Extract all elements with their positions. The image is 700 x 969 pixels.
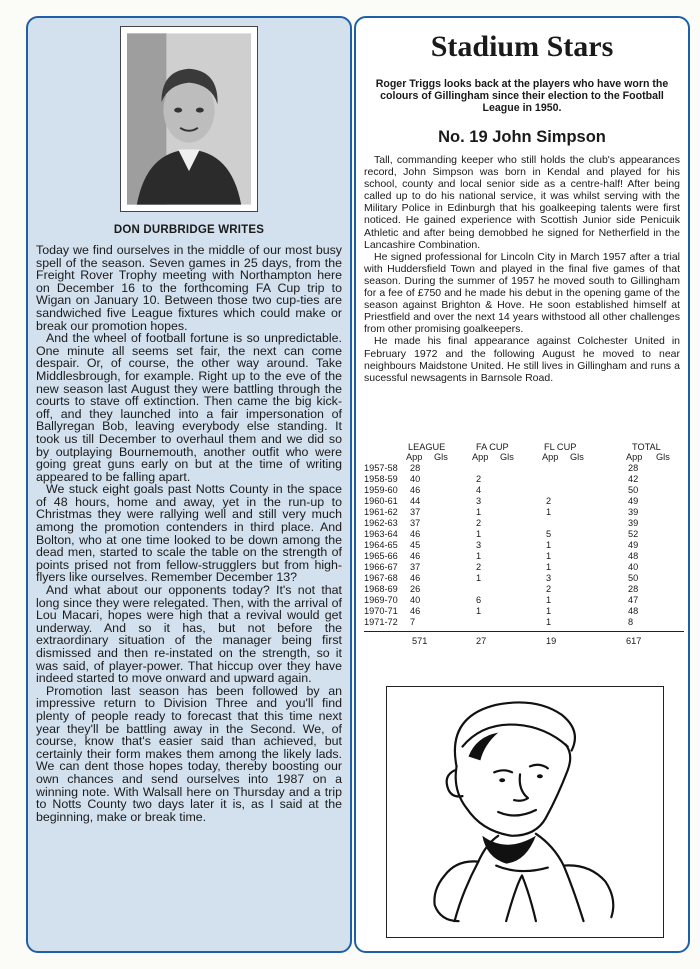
fl-cup-apps-cell: 1: [546, 595, 552, 605]
table-row: [364, 485, 684, 495]
editorial-paragraph: And the wheel of football fortune is so unpredictable. One minute all seems set fair, the next can come despair. Or, of course, the other way around. Take Middlesbrough, for example. Right up to the eve of the new season last August they were battling through the courts to stave off extinction. Then came the big kick-off, and they launched into a fair impersonation of Ballyregan Bob, leaving everybody else standing. It took us till December to overhaul them and we did so by outplaying Bournemouth, another outfit who were going great guns early on but at the time of writing appeared to be falling apart.: [36, 331, 342, 484]
fa-cup-apps-cell: 6: [476, 595, 482, 605]
season-cell: 1968-69: [364, 584, 398, 594]
season-cell: 1959-60: [364, 485, 398, 495]
table-row: [364, 595, 684, 605]
season-cell: 1962-63: [364, 518, 398, 528]
fl-cup-apps-cell: 3: [546, 573, 552, 583]
fa-cup-apps-cell: 3: [476, 496, 482, 506]
fa-cup-apps-cell: 3: [476, 540, 482, 550]
table-row: [364, 529, 684, 539]
fl-cup-apps-cell: 2: [546, 496, 552, 506]
fl-cup-apps-cell: 2: [546, 584, 552, 594]
table-row: [364, 584, 684, 594]
season-cell: 1963-64: [364, 529, 398, 539]
editorial-paragraph: And what about our opponents today? It's not that long since they were relegated. Then, with the arrival of Lou Macari, hopes were high that a revival would get underway. And so it has, but not before the extraordinary situation of the manager being first dismissed and then re-instated on the strength, so it was said, of player-power. That hiccup over they have indeed started to move onward and upward again.: [36, 583, 342, 686]
col-app: App: [472, 452, 489, 462]
player-biography: [364, 154, 680, 384]
season-cell: 1966-67: [364, 562, 398, 572]
total-fa-cup: 27: [476, 636, 487, 646]
total-apps-cell: 50: [628, 573, 639, 583]
league-apps-cell: 45: [410, 540, 421, 550]
fl-cup-apps-cell: 1: [546, 562, 552, 572]
fl-cup-apps-cell: 1: [546, 617, 552, 627]
fl-cup-apps-cell: 5: [546, 529, 552, 539]
col-gls: Gls: [500, 452, 514, 462]
player-caricature: [386, 686, 664, 938]
total-apps-cell: 8: [628, 617, 634, 627]
league-apps-cell: 37: [410, 518, 421, 528]
season-cell: 1971-72: [364, 617, 398, 627]
table-row: [364, 573, 684, 583]
editorial-panel: [26, 16, 352, 953]
totals-row: [364, 636, 684, 646]
table-row: [364, 463, 684, 473]
fl-cup-apps-cell: 1: [546, 606, 552, 616]
fa-cup-apps-cell: 2: [476, 562, 482, 572]
col-app: App: [542, 452, 559, 462]
total-apps-cell: 52: [628, 529, 639, 539]
table-row: [364, 562, 684, 572]
feature-title: Stadium Stars: [430, 30, 614, 63]
fa-cup-apps-cell: 1: [476, 529, 482, 539]
total-apps-cell: 50: [628, 485, 639, 495]
table-row: [364, 474, 684, 484]
col-gls: Gls: [434, 452, 448, 462]
fa-cup-apps-cell: 1: [476, 551, 482, 561]
editorial-paragraph: Promotion last season has been followed by an impressive return to Division Three and you'll find plenty of people ready to forecast that this time next year they'll be battling away in the Second. We, of course, know that's easier said than achieved, but certainly their form makes them among the likely lads. We can dent those hopes today, thereby boosting our own chances and send ourselves into 1987 on a winning note. With Walsall here on Thursday and a trip to Notts County two days later it is, as I said at the beginning, make or break time.: [36, 683, 342, 824]
total-apps-cell: 47: [628, 595, 639, 605]
total-apps-cell: 48: [628, 606, 639, 616]
season-cell: 1970-71: [364, 606, 398, 616]
total-overall: 617: [626, 636, 642, 646]
col-group-fl-cup: FL CUP: [544, 442, 577, 452]
fa-cup-apps-cell: 2: [476, 474, 482, 484]
fl-cup-apps-cell: 1: [546, 540, 552, 550]
season-cell: 1964-65: [364, 540, 398, 550]
col-gls: Gls: [656, 452, 670, 462]
col-group-league: LEAGUE: [408, 442, 446, 452]
table-row: [364, 496, 684, 506]
total-apps-cell: 28: [628, 463, 639, 473]
editorial-paragraph: We stuck eight goals past Notts County in the space of 48 hours, home and away, yet in the run-up to Christmas they were rallying well and still very much among the promotion contenders in third place. And Bolton, who at one time looked to be down among the dead men, started to scale the table on the strength of points prised not from fellow-strugglers but from high-flyers like ourselves. Remember December 13?: [36, 482, 342, 585]
league-apps-cell: 40: [410, 595, 421, 605]
total-apps-cell: 42: [628, 474, 639, 484]
author-photo: [120, 26, 258, 212]
total-apps-cell: 39: [628, 518, 639, 528]
feature-panel: [354, 16, 690, 953]
table-row: [364, 518, 684, 528]
total-apps-cell: 48: [628, 551, 639, 561]
league-apps-cell: 28: [410, 463, 421, 473]
fa-cup-apps-cell: 1: [476, 507, 482, 517]
season-cell: 1965-66: [364, 551, 398, 561]
table-row: [364, 507, 684, 517]
total-apps-cell: 49: [628, 540, 639, 550]
col-app: App: [626, 452, 643, 462]
editorial-heading: DON DURBRIDGE WRITES: [113, 224, 265, 236]
season-cell: 1961-62: [364, 507, 398, 517]
league-apps-cell: 46: [410, 551, 421, 561]
league-apps-cell: 37: [410, 507, 421, 517]
bio-paragraph: He signed professional for Lincoln City in March 1957 after a trial with Huddersfield Town and played in the final five games of that season. During the summer of 1957 he moved south to Gillingham for a fee of £750 and he made his debut in the opening game of the season against Brighton & Hove. He soon established himself at Priestfield and over the next 14 years withstood all other challenges from other promising goalkeepers.: [364, 250, 680, 336]
feature-intro: Roger Triggs looks back at the players who have worn the colours of Gillingham since their election to the Football League in 1950.: [375, 78, 669, 114]
editorial-body: [36, 244, 342, 823]
fl-cup-apps-cell: 1: [546, 507, 552, 517]
season-cell: 1969-70: [364, 595, 398, 605]
league-apps-cell: 46: [410, 529, 421, 539]
league-apps-cell: 44: [410, 496, 421, 506]
bio-paragraph: Tall, commanding keeper who still holds the club's appearances record, John Simpson was born in Kendal and played for his school, county and local senior side as a centre-half! After being called up to do his national service, it was whilst serving with the Military Police in Edinburgh that his goalkeeping talents were first noticed. He gained experience with Scottish Junior side Penicuik Athletic and after being demobbed he signed for Netherfield in the Lancashire Combination.: [364, 154, 680, 251]
league-apps-cell: 7: [410, 617, 416, 627]
col-group-total: TOTAL: [632, 442, 661, 452]
totals-rule: [364, 631, 684, 632]
season-cell: 1958-59: [364, 474, 398, 484]
league-apps-cell: 46: [410, 485, 421, 495]
league-apps-cell: 46: [410, 573, 421, 583]
total-apps-cell: 39: [628, 507, 639, 517]
total-fl-cup: 19: [546, 636, 557, 646]
table-row: [364, 606, 684, 616]
table-row: [364, 551, 684, 561]
portrait-image: [127, 33, 251, 205]
league-apps-cell: 26: [410, 584, 421, 594]
season-cell: 1960-61: [364, 496, 398, 506]
season-cell: 1957-58: [364, 463, 398, 473]
caricature-illustration: [387, 687, 663, 937]
league-apps-cell: 46: [410, 606, 421, 616]
total-apps-cell: 49: [628, 496, 639, 506]
league-apps-cell: 40: [410, 474, 421, 484]
fa-cup-apps-cell: 4: [476, 485, 482, 495]
season-cell: 1967-68: [364, 573, 398, 583]
total-league: 571: [412, 636, 428, 646]
col-app: App: [406, 452, 423, 462]
table-row: [364, 617, 684, 627]
fa-cup-apps-cell: 1: [476, 573, 482, 583]
total-apps-cell: 40: [628, 562, 639, 572]
player-heading: No. 19 John Simpson: [438, 128, 606, 146]
col-group-fa-cup: FA CUP: [476, 442, 509, 452]
editorial-paragraph: Today we find ourselves in the middle of our most busy spell of the season. Seven games in 25 days, from the Freight Rover Trophy meeting with Northampton here on December 16 to the forthcoming FA Cup trip to Wigan on January 10. Between those two cup-ties are sandwiched five League fixtures which could make or break our promotion hopes.: [36, 243, 342, 333]
fl-cup-apps-cell: 1: [546, 551, 552, 561]
league-apps-cell: 37: [410, 562, 421, 572]
bio-paragraph: He made his final appearance against Colchester United in February 1972 and the following August he moved to near neighbours Maidstone United. He still lives in Gillingham and runs a sucessful newsagents in Barnsole Road.: [364, 335, 680, 384]
total-apps-cell: 28: [628, 584, 639, 594]
fa-cup-apps-cell: 2: [476, 518, 482, 528]
col-gls: Gls: [570, 452, 584, 462]
table-row: [364, 540, 684, 550]
fa-cup-apps-cell: 1: [476, 606, 482, 616]
